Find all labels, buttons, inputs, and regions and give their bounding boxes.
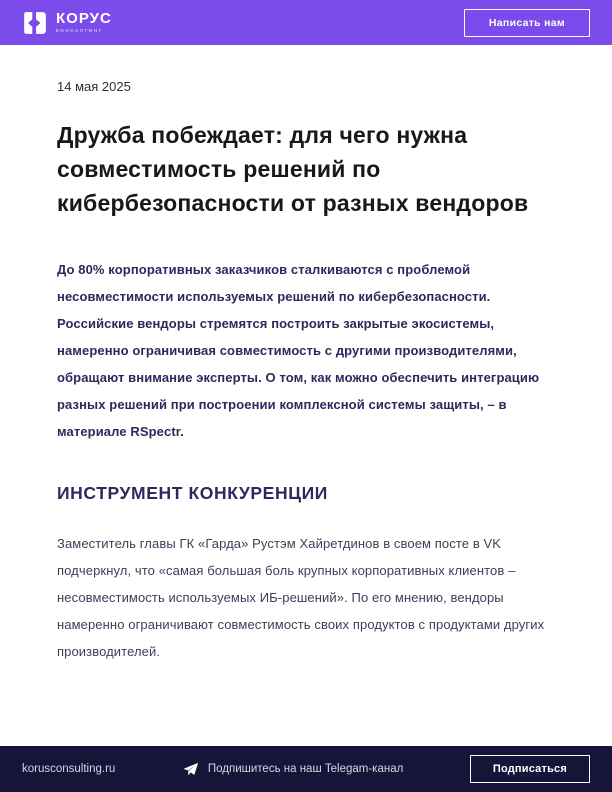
korus-logo-text — [56, 11, 112, 34]
article-lead: До 80% корпоративных заказчиков сталкиваются с проблемой несовместимости используемых решений по кибербезопасности. Российские вендоры стремятся построить закрытые экосистемы, намеренно ограничивая совместимость с другими производителями, обращают внимание эксперты. О том, как можно обеспечить интеграцию разных решений при построении комплексной системы защиты, – в материале RSpectr. — [57, 262, 540, 439]
section-heading: ИНСТРУМЕНТ КОНКУРЕНЦИИ — [57, 483, 328, 503]
top-header — [0, 0, 612, 45]
bottom-footer — [0, 746, 612, 792]
article-title: Дружба побеждает: для чего нужна совместимость решений по кибербезопасности от разных вендоров — [57, 122, 529, 216]
telegram-subscribe-text: Подпишитесь на наш Telegam-канал — [207, 763, 404, 775]
article-date: 14 мая 2025 — [57, 79, 131, 94]
write-us-button[interactable]: Написать нам — [464, 9, 590, 37]
article-content — [0, 45, 612, 665]
telegram-plane-icon — [182, 762, 199, 777]
korus-logo-icon — [22, 10, 48, 36]
logo-title: КОРУС — [56, 10, 112, 28]
logo-subtitle: КОНСАЛТИНГ — [56, 28, 103, 34]
site-link[interactable]: korusconsulting.ru — [22, 763, 116, 775]
telegram-subscribe-row[interactable] — [182, 762, 403, 777]
subscribe-button[interactable]: Подписаться — [470, 755, 590, 783]
korus-logo[interactable] — [22, 10, 112, 36]
article-body-paragraph: Заместитель главы ГК «Гарда» Рустэм Хайретдинов в своем посте в VK подчеркнул, что «самая большая боль крупных корпоративных клиентов – несовместимость используемых ИБ-решений». По его мнению, вендоры намеренно ограничивают совместимость своих продуктов с продуктами других производителей. — [57, 536, 545, 659]
